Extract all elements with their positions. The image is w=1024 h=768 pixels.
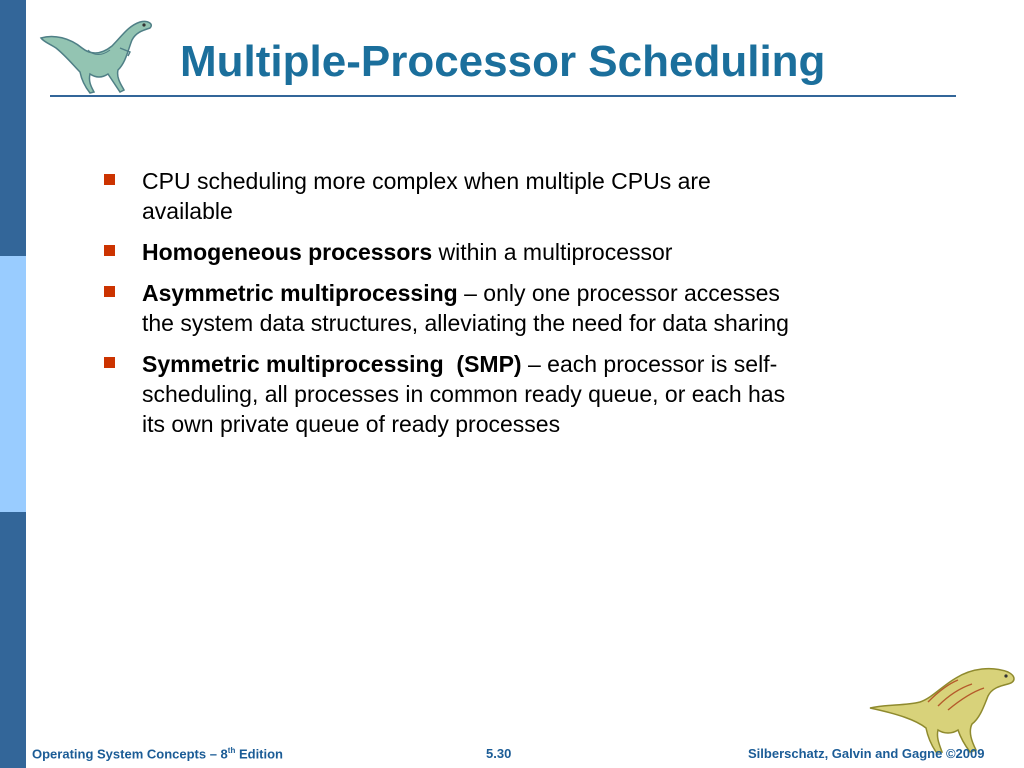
square-bullet-icon <box>104 245 115 256</box>
bullet-text: within a multiprocessor <box>432 239 673 265</box>
bullet-item-symmetric <box>104 349 804 439</box>
bullet-item-cpu-scheduling <box>104 166 804 226</box>
dinosaur-logo-icon <box>868 662 1018 754</box>
bullet-term: Symmetric multiprocessing (SMP) <box>142 351 522 377</box>
bullet-text: CPU scheduling more complex when multiple CPUs are available <box>142 168 711 224</box>
bullet-text: – each processor is self-scheduling, all processes in common ready queue, or each has its own private queue of ready processes <box>142 351 786 437</box>
slide-title: Multiple-Processor Scheduling <box>180 37 826 86</box>
square-bullet-icon <box>104 174 115 185</box>
dinosaur-logo-icon <box>36 8 154 94</box>
bullet-term: Asymmetric multiprocessing <box>142 280 458 306</box>
left-bar-segment-bottom <box>0 512 26 768</box>
left-color-bar <box>0 0 26 768</box>
footer-copyright: Silberschatz, Galvin and Gagne ©2009 <box>748 746 985 761</box>
bullet-item-homogeneous <box>104 237 804 267</box>
footer-book-title <box>32 746 283 761</box>
footer-book-title-text: Operating System Concepts – 8 <box>32 746 228 762</box>
left-bar-segment-middle <box>0 256 26 512</box>
square-bullet-icon <box>104 357 115 368</box>
bullet-list <box>104 166 804 450</box>
footer-edition-text: Edition <box>235 746 284 762</box>
bullet-text: – only one processor accesses the system data structures, alleviating the need for data sharing <box>142 280 789 336</box>
footer-edition-superscript: th <box>227 746 236 755</box>
square-bullet-icon <box>104 286 115 297</box>
footer-slide-number: 5.30 <box>486 746 512 761</box>
left-bar-segment-top <box>0 0 26 256</box>
bullet-term: Homogeneous processors <box>142 239 433 265</box>
bullet-item-asymmetric <box>104 278 804 338</box>
title-underline <box>50 95 956 97</box>
